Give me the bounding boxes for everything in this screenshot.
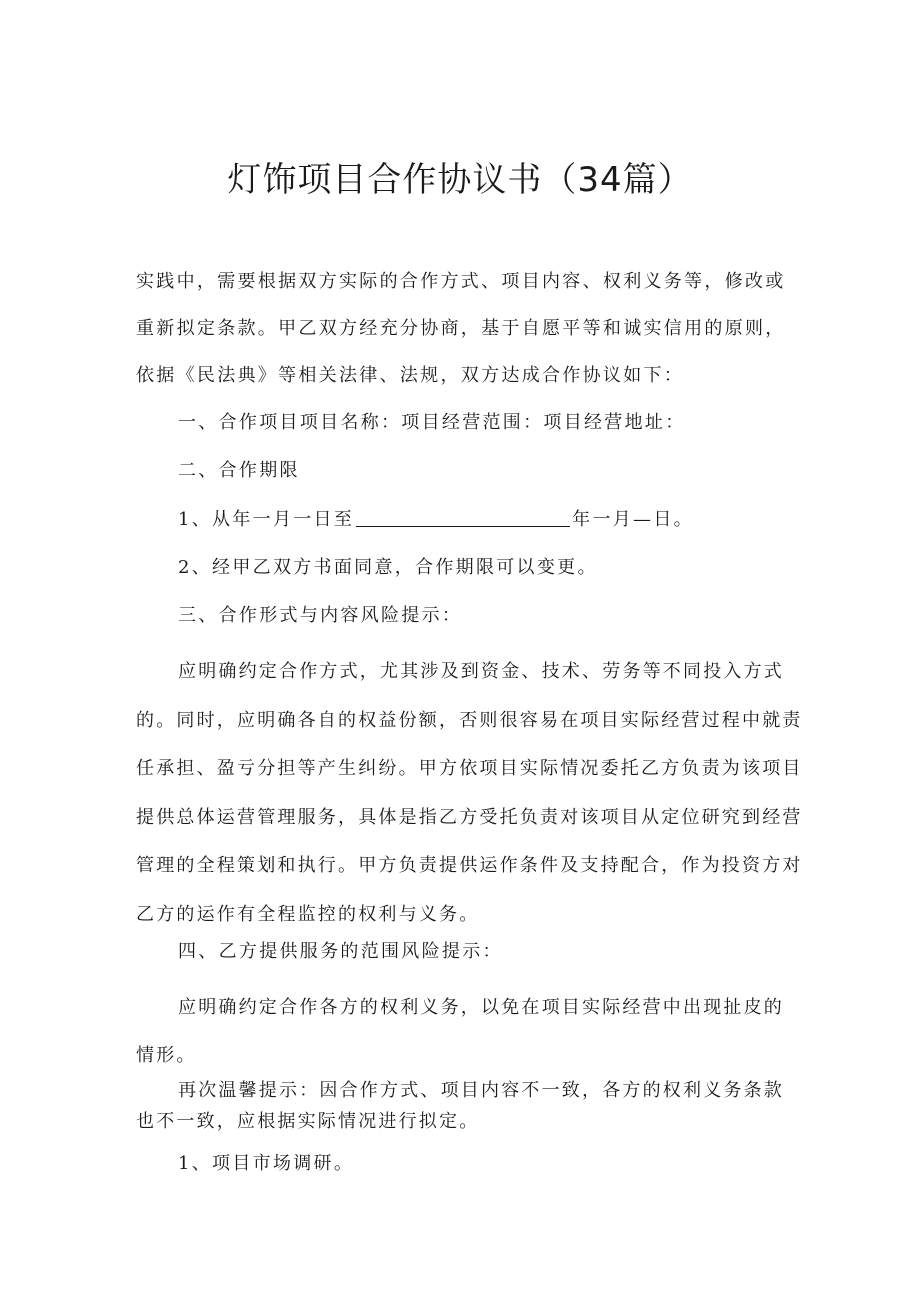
reminder-paragraph: [136, 1075, 796, 1137]
paragraph-line: 管理的全程策划和执行。甲方负责提供运作条件及支持配合，作为投资方对: [136, 855, 803, 876]
paragraph-line: 乙方的运作有全程监控的权利与义务。: [136, 903, 480, 925]
document-title: 灯饰项目合作协议书（34篇）: [227, 160, 693, 200]
paragraph-line: 任承担、盈亏分担等产生纠纷。甲方依项目实际情况委托乙方负责为该项目: [136, 758, 803, 779]
term-1-prefix: 1、从年一月一日至: [178, 509, 355, 530]
term-1-line: [178, 505, 694, 535]
paragraph-line: 提供总体运营管理服务，具体是指乙方受托负责对该项目从定位研究到经营: [136, 806, 803, 828]
section-4-paragraph: [136, 984, 796, 1080]
section-3-paragraph: [136, 648, 803, 939]
section-3-heading: 三、合作形式与内容风险提示：: [178, 605, 463, 626]
term-1-suffix: 年一月—日。: [572, 509, 694, 530]
section-2-heading: 二、合作期限: [178, 460, 300, 481]
intro-line: 实践中，需要根据双方实际的合作方式、项目内容、权利义务等，修改或: [136, 271, 786, 292]
paragraph-line: 情形。: [136, 1045, 197, 1066]
term-2-line: 2、经甲乙双方书面同意，合作期限可以变更。: [178, 557, 598, 578]
intro-paragraph: [136, 258, 786, 399]
section-1-heading: 一、合作项目项目名称：项目经营范围：项目经营地址：: [178, 412, 686, 433]
section-4-heading: 四、乙方提供服务的范围风险提示：: [178, 941, 503, 962]
paragraph-line: 应明确约定合作方式，尤其涉及到资金、技术、劳务等不同投入方式: [178, 661, 784, 682]
paragraph-line: 的。同时，应明确各自的权益份额，否则很容易在项目实际经营过程中就责: [136, 709, 803, 731]
paragraph-line: 应明确约定合作各方的权利义务，以免在项目实际经营中出现扯皮的: [178, 997, 784, 1018]
item-1-line: 1、项目市场调研。: [178, 1153, 355, 1174]
paragraph-line: 也不一致，应根据实际情况进行拟定。: [136, 1111, 480, 1132]
date-blank-field[interactable]: [356, 508, 570, 527]
intro-line: 重新拟定条款。甲乙双方经充分协商，基于自愿平等和诚实信用的原则，: [136, 318, 786, 339]
intro-line: 依据《民法典》等相关法律、法规，双方达成合作协议如下：: [136, 365, 685, 386]
paragraph-line: 再次温馨提示：因合作方式、项目内容不一致，各方的权利义务条款: [178, 1080, 784, 1101]
